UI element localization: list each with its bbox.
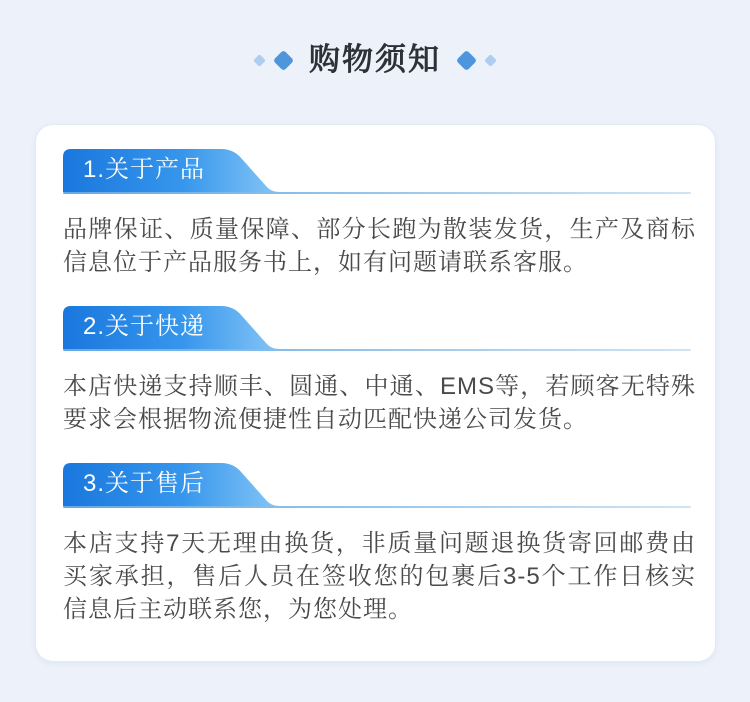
diamond-icon-large xyxy=(456,49,477,70)
header-underline xyxy=(63,192,691,194)
section-header xyxy=(63,306,691,351)
page-title: 购物须知 xyxy=(309,42,441,77)
section-about-product xyxy=(63,149,696,279)
section-heading: 3.关于售后 xyxy=(83,470,206,497)
section-heading: 1.关于产品 xyxy=(83,156,206,183)
section-about-aftersales xyxy=(63,463,696,626)
title-decor-right xyxy=(459,53,495,68)
diamond-icon-large xyxy=(273,49,294,70)
section-body-text: 本店快递支持顺丰、圆通、中通、EMS等，若顾客无特殊要求会根据物流便捷性自动匹配快递公司发货。 xyxy=(63,373,696,433)
header-underline xyxy=(63,506,691,508)
page-title-row xyxy=(0,0,750,80)
title-decor-left xyxy=(255,53,291,68)
diamond-icon-small xyxy=(253,54,266,67)
section-body-text: 本店支持7天无理由换货，非质量问题退换货寄回邮费由买家承担，售后人员在签收您的包裹后3-5个工作日核实信息后主动联系您，为您处理。 xyxy=(63,530,696,623)
section-about-shipping xyxy=(63,306,696,436)
notice-card xyxy=(35,124,716,662)
section-heading: 2.关于快递 xyxy=(83,313,206,340)
section-header xyxy=(63,463,691,508)
diamond-icon-small xyxy=(484,54,497,67)
section-header xyxy=(63,149,691,194)
header-underline xyxy=(63,349,691,351)
section-body-text: 品牌保证、质量保障、部分长跑为散装发货，生产及商标信息位于产品服务书上，如有问题请联系客服。 xyxy=(63,216,696,276)
